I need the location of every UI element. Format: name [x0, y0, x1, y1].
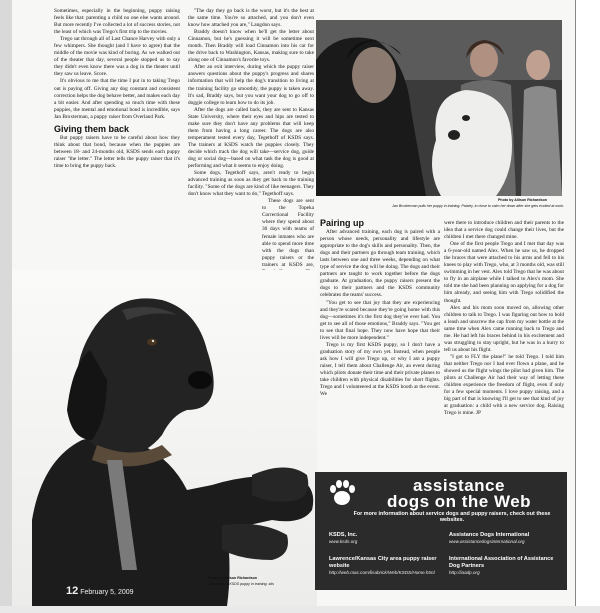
article-column-4 [444, 220, 564, 417]
org-name: International Association of Assistance Dog Partners [449, 556, 554, 569]
org-name: KSDS, Inc. [329, 532, 358, 538]
magazine-page [12, 0, 575, 606]
paragraph: "The day they go back is the worst, but it's the best at the same time. You're so attached, and you don't even know how attached you are," Langdon says. [188, 8, 314, 29]
photo-caption: Jan Broxterman pulls her puppy in training, Paisley, in close to calm her down after she gets excited at work. [392, 204, 564, 208]
scan-bottom-strip [0, 606, 600, 613]
issue-date: February 5, 2009 [80, 589, 134, 596]
page-number: 12 [66, 585, 79, 597]
section-heading-pairing-up: Pairing up [320, 218, 365, 228]
org-name: Lawrence/Kansas City area puppy raiser website [329, 556, 437, 569]
paw-print-icon [325, 476, 359, 510]
article-column-1 [54, 8, 180, 170]
black-lab-illustration [12, 270, 317, 606]
facing-page-edge [576, 0, 600, 613]
photo-caption: Cinnamon, a KSDS puppy in training, sits [208, 582, 274, 586]
photo-scene-illustration [316, 20, 562, 196]
paragraph: But puppy raisers have to be careful about how they think about that bond, because when the puppies are between 18- and 24-months old, KSDS sends each puppy raiser "the letter." The letter tells the puppy raiser that it's time to bring the puppy back. [54, 134, 180, 169]
paragraph: After the dogs are called back, they are sent to Kansas State University, where their eyes and hips are tested to make sure they don't have any problems that will keep them from having a long career. The dogs are also temperament tested every day, Tegethoff of KSDS says. The trainers at KSDS watch the puppies closely. They decide which track the dog will take—service dog, guide dog or social dog—based on what task the dog is good at performing and what it seems to enjoy doing. [188, 106, 314, 170]
paragraph: Trego sat through all of Last Chance Harvey with only a few whimpers. She thought (and I have to agree) that the middle of the movie was kind of boring. As we walked out of the theater that day, several people stopped us to say they didn't even know there was a dog in the theater until they saw us leave. Score. [54, 36, 180, 78]
paragraph: One of the first people Trego and I met that day was a 6-year-old named Alex. When he saw us, he dropped the braces that were attached to his arms and fell to his knees to play with Trego, who, at 3 months old, was still swimming in her vest. Alex told Trego that he was about to fly in an airplane while I talked to Alex's mom. She told me she had been planning on applying for a dog for him already, and seeing him with Trego solidified the thought. [444, 241, 564, 304]
org-url-link[interactable]: www.ksds.org [329, 539, 358, 544]
paragraph: These dogs are sent to the Topeka Correctional Facility where they spend about 30 days with teams of female inmates who are able to spend more time with the dogs than puppy raisers or the trainers at KSDS are, [262, 198, 314, 268]
paragraph: were there to introduce children and their parents to the idea that a service dog could change their lives, but the children I met there changed mine. [444, 220, 564, 241]
org-url-link[interactable]: www.assistancedogsinternational.org [449, 539, 525, 544]
box-subtitle: For more information about service dogs and puppy raisers, check out these websites. [353, 511, 551, 524]
paragraph: "You get to see that joy that they are experiencing and they're scared because they're going home with this dog—sometimes it's the first dog they've ever had. You get to see all of those emotions," Braddy says. "You get to see that final hope. They now have hope that their lives will be more independent." [320, 299, 440, 341]
assistance-dogs-web-box [315, 472, 567, 590]
paragraph: Some dogs, Tegethoff says, aren't ready to begin advanced training as soon as they get back to the training facility. "Some of the dogs are kind of like teenagers. They don't know what they want to do," Tegethoff says. [188, 170, 314, 198]
paragraph: "I got to FLY the plane!" he told Trego. I told him that neither Trego nor I had ever flown a plane, and he showed us the flight wings the pilot had given him. The pilots at Challenge Air had their way of letting these children experience the freedom of flight, even if only for a few special moments. I love puppy raising, and a big part of that is knowing I'll get to see that kind of joy at graduation: a child with a new service dog. Raising Trego is mine. JP [444, 353, 564, 417]
box-title: dogs on the Web [386, 492, 532, 511]
page-folio [66, 585, 134, 597]
paragraph: After an exit interview, during which the puppy raiser answers questions about the puppy's progress and shares information that will help the dog's transition to living at the training facility go smoothly, the puppy is taken away. It's sad, Braddy says, but you want your dog to go off to doggie college to learn how to do its job. [188, 64, 314, 106]
paragraph: Trego is my first KSDS puppy, so I don't have a graduation story of my own yet. Instead, when people ask how I will give Trego up, or why I am a puppy raiser, I tell them about Challenge Air, an event during which pilots donate their time and their private planes to take children with physical disabilities for short flights. Trego and I volunteered at the KSDS booth at the event. We [320, 341, 440, 398]
paragraph: Braddy doesn't know when he'll get the letter about Cinnamon, but he's guessing it will be sometime next month. Then Braddy will load Cinnamon into his car for the drive back to Washington, Kansas, making sure to take along one of Cinnamon's favorite toys. [188, 29, 314, 64]
paragraph: After advanced training, each dog is paired with a person whose needs, personality and lifestyle are appropriate to the dog's skills and personality. Then, the dogs and their partners go through team training, which lasts between one and three weeks, depending on what type of service the dog will be doing. The dogs and their partners are taught to work together before the dogs graduate. At graduation, the puppy raisers present the dogs to their partners and the KSDS community celebrates the teams' success. [320, 229, 440, 299]
photo-credit: Photo by Allison Richardson [498, 198, 547, 202]
dog-photo [12, 270, 317, 606]
paragraph: Alex and his mom soon moved on, allowing other children to talk to Trego. I was figuring out how to hold a leash and unscrew the cap from my water bottle at the same time when Alex came running back to Trego and me. He had left his braces behind in his excitement and was struggling to stay upright, but he was in a hurry to tell us about his flight. [444, 304, 564, 353]
photo-credit: Photo by Allison Richardson [208, 576, 257, 580]
paragraph: It's obvious to me that the time I put in to taking Trego out is paying off. Giving any dog constant and consistent correction helps the dog behave better, and makes each day a bit easier. And after spending so much time with these puppies, the mental and emotional bond is incredible, says Jan Broxterman, a puppy raiser from Overland Park. [54, 78, 180, 120]
box-title: assistance [413, 476, 505, 495]
org-url-link[interactable]: http://iaadp.org [449, 570, 480, 575]
section-heading-giving-back: Giving them back [54, 123, 130, 134]
paragraph: Sometimes, especially in the beginning, puppy raising feels like that: parenting a child no one else wants around. But more recently I've collected a lot of success stories, not the least of which was Trego's first trip to the movies. [54, 8, 180, 36]
kids-and-dog-photo [316, 20, 562, 196]
org-url-link[interactable]: http://web.mac.com/lisabrick/Web/KSDS/Home.html [329, 570, 435, 575]
article-column-3 [320, 220, 440, 398]
org-name: Assistance Dogs International [449, 532, 530, 538]
